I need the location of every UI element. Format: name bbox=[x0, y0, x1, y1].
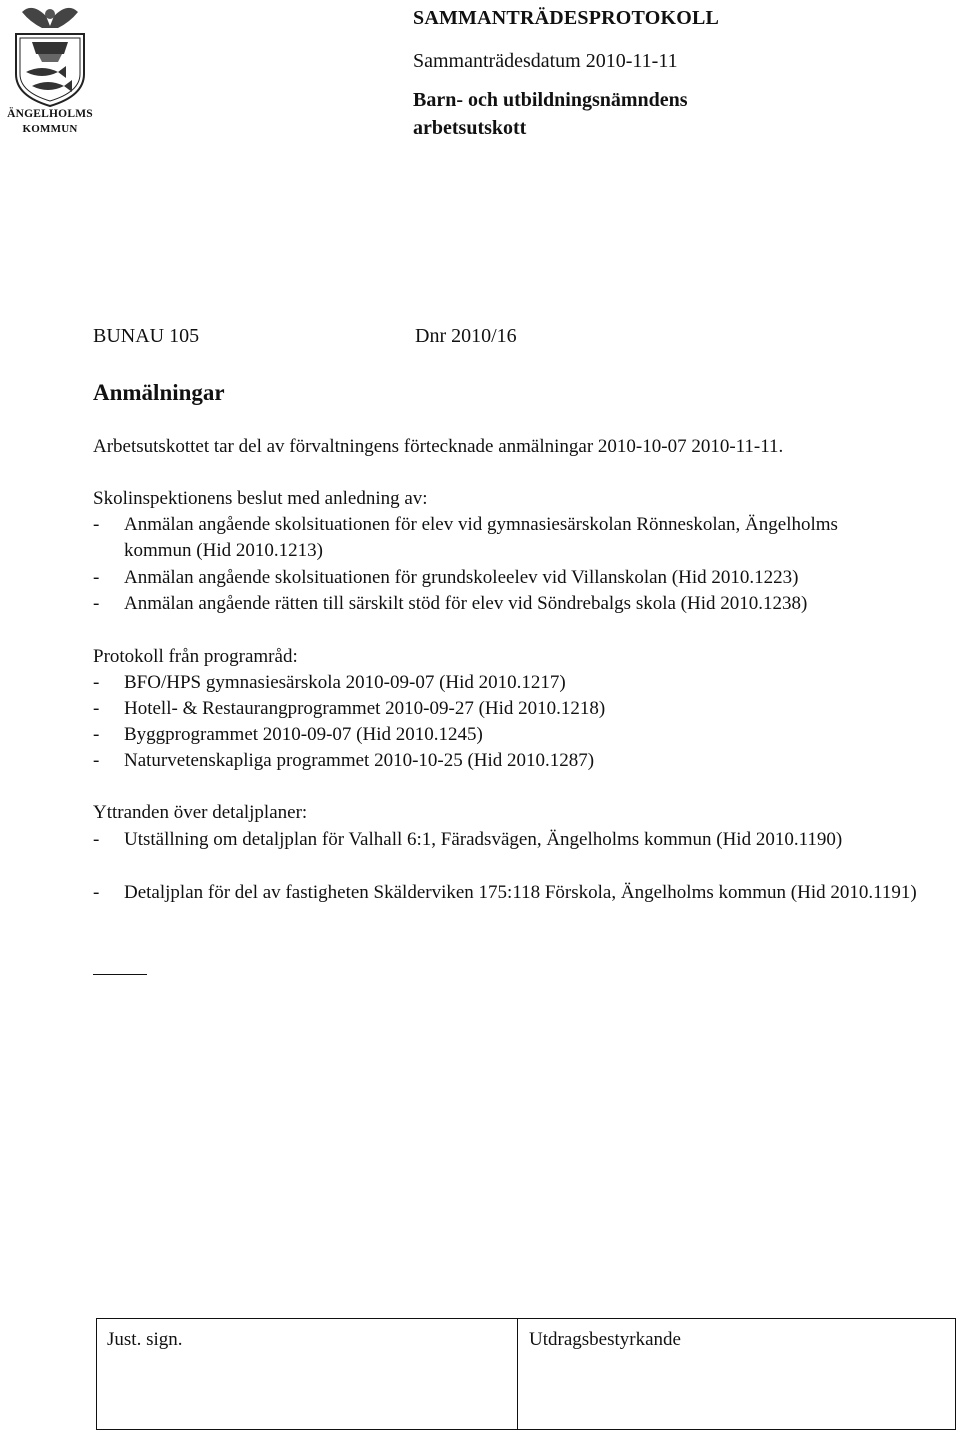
list-item: Anmälan angående rätten till särskilt stöd för elev vid Söndrebalgs skola (Hid 2010.1238) bbox=[124, 593, 808, 614]
document-header bbox=[413, 4, 953, 142]
list-dash: - bbox=[93, 724, 100, 745]
list-dash: - bbox=[93, 567, 100, 588]
section-heading-program-council: Protokoll från programråd: bbox=[93, 646, 298, 667]
list-dash: - bbox=[93, 750, 100, 771]
signature-box bbox=[96, 1318, 956, 1430]
list-item: Utställning om detaljplan för Valhall 6:1, Färadsvägen, Ängelholms kommun (Hid 2010.1190) bbox=[124, 829, 843, 850]
list-item: Anmälan angående skolsituationen för grundskoleelev vid Villanskolan (Hid 2010.1223) bbox=[124, 567, 799, 588]
case-dnr: Dnr 2010/16 bbox=[415, 325, 517, 347]
list-dash: - bbox=[93, 882, 100, 903]
list-item: BFO/HPS gymnasiesärskola 2010-09-07 (Hid 2010.1217) bbox=[124, 672, 566, 693]
intro-text: Arbetsutskottet tar del av förvaltningens förtecknade anmälningar 2010-10-07 2010-11-11. bbox=[93, 436, 784, 457]
justification-signature-label: Just. sign. bbox=[107, 1329, 183, 1350]
municipal-coat-of-arms-icon bbox=[2, 2, 98, 136]
logo-line-2: KOMMUN bbox=[22, 123, 78, 135]
list-item: Naturvetenskapliga programmet 2010-10-25 (Hid 2010.1287) bbox=[124, 750, 595, 771]
list-dash: - bbox=[93, 698, 100, 719]
extract-certification-label: Utdragsbestyrkande bbox=[529, 1329, 681, 1350]
list-item: Anmälan angående skolsituationen för elev vid gymnasiesärskolan Rönneskolan, Ängelholms kommun (Hid 2010.1213) bbox=[124, 514, 838, 561]
list-item: Hotell- & Restaurangprogrammet 2010-09-27 (Hid 2010.1218) bbox=[124, 698, 606, 719]
list-item: Byggprogrammet 2010-09-07 (Hid 2010.1245) bbox=[124, 724, 483, 745]
signature-divider bbox=[517, 1319, 518, 1429]
logo-line-1: ÄNGELHOLMS bbox=[7, 108, 93, 120]
organization-line-2: arbetsutskott bbox=[413, 117, 527, 139]
separator-rule bbox=[93, 974, 147, 975]
list-item: Detaljplan för del av fastigheten Skälderviken 175:118 Förskola, Ängelholms kommun (Hid 2010.1191) bbox=[124, 882, 917, 903]
section-heading-detail-plans: Yttranden över detaljplaner: bbox=[93, 802, 308, 823]
page-title: Anmälningar bbox=[93, 380, 225, 405]
document-type-title: SAMMANTRÄDESPROTOKOLL bbox=[413, 7, 720, 29]
list-dash: - bbox=[93, 672, 100, 693]
list-dash: - bbox=[93, 593, 100, 614]
section-heading-inspection: Skolinspektionens beslut med anledning av: bbox=[93, 488, 428, 509]
list-dash: - bbox=[93, 829, 100, 850]
case-id: BUNAU 105 bbox=[93, 325, 200, 347]
meeting-date: Sammanträdesdatum 2010-11-11 bbox=[413, 50, 678, 72]
organization-name bbox=[413, 86, 773, 142]
organization-line-1: Barn- och utbildningsnämndens bbox=[413, 89, 688, 111]
list-dash: - bbox=[93, 514, 100, 535]
